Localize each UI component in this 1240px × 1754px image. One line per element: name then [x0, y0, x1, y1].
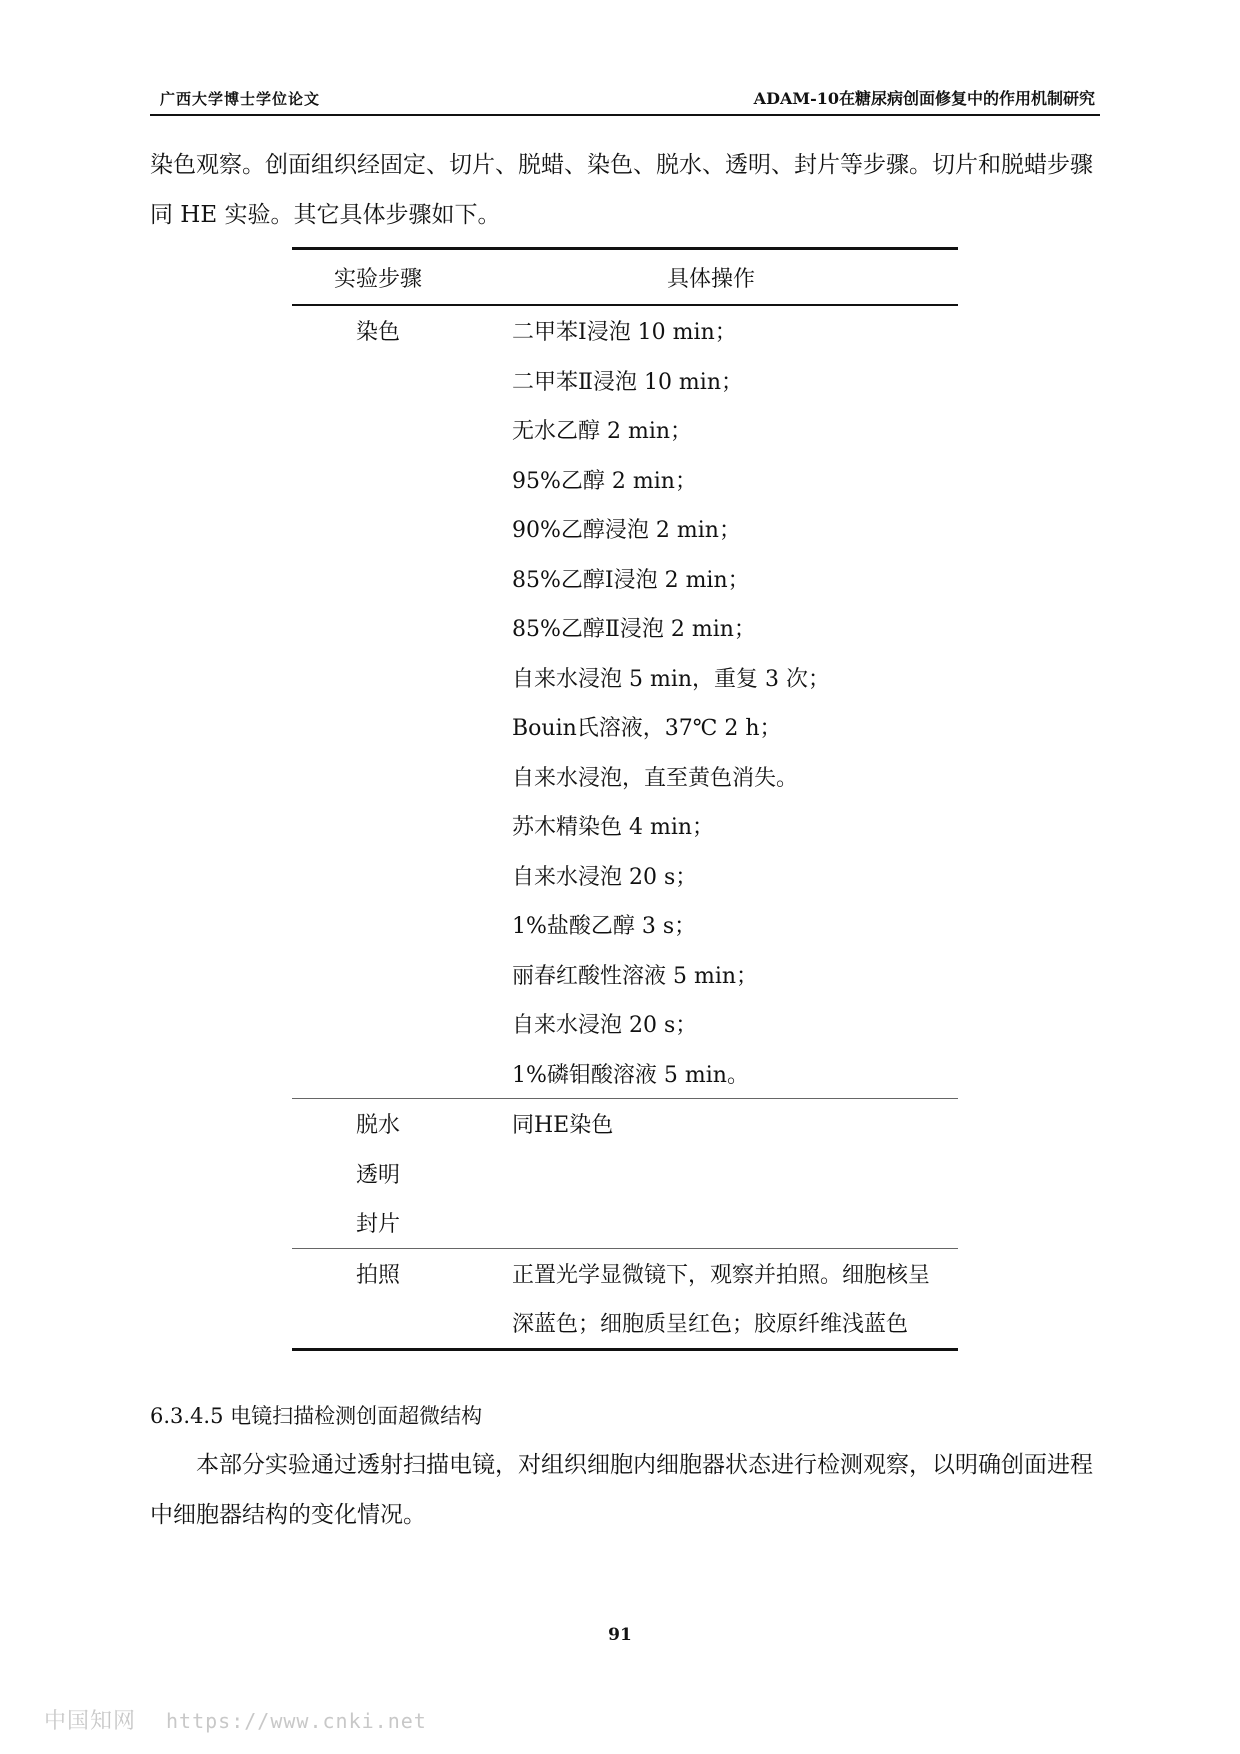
table-row [292, 305, 958, 356]
operation-cell: 二甲苯Ⅰ浸泡 10 min； [512, 320, 737, 346]
header-rule [150, 114, 1100, 116]
operation-cell: 正置光学显微镜下，观察并拍照。细胞核呈 [464, 1248, 958, 1298]
step-cell [292, 603, 464, 653]
column-header-step: 实验步骤 [292, 249, 464, 306]
table-row [292, 1248, 958, 1298]
table-row [292, 504, 958, 554]
header-chapter-title: ADAM-10在糖尿病创面修复中的作用机制研究 [753, 89, 1095, 108]
step-cell: 透明 [355, 1162, 400, 1188]
step-cell [292, 851, 464, 901]
table-row [292, 702, 958, 752]
operation-cell: 苏木精染色 4 min； [512, 815, 715, 841]
table-row [292, 1298, 958, 1349]
operation-cell: 1%盐酸乙醇 3 s； [512, 914, 697, 940]
watermark-text: 中国知网 [44, 1709, 137, 1734]
table-row [292, 554, 958, 604]
step-cell [292, 1298, 464, 1349]
procedure-table [292, 247, 958, 1351]
operation-cell: 90%乙醇浸泡 2 min； [512, 518, 741, 544]
header-thesis-title: 广西大学博士学位论文 [160, 90, 321, 108]
table-row [292, 653, 958, 703]
table-row [292, 1099, 958, 1149]
table-row [292, 1149, 958, 1199]
step-cell [292, 900, 464, 950]
step-cell [292, 752, 464, 802]
table-row [292, 801, 958, 851]
step-cell [292, 1049, 464, 1099]
table-row [292, 356, 958, 406]
operation-cell: 自来水浸泡 20 s； [512, 1013, 698, 1039]
operation-cell: 自来水浸泡 5 min，重复 3 次； [512, 666, 831, 692]
step-cell [292, 405, 464, 455]
step-cell: 脱水 [292, 1099, 464, 1149]
step-cell [292, 554, 464, 604]
body-paragraph: 本部分实验通过透射扫描电镜，对组织细胞内细胞器状态进行检测观察，以明确创面进程中细胞器结构的变化情况。 [150, 1452, 1093, 1528]
step-cell: 封片 [355, 1212, 400, 1238]
step-cell [292, 455, 464, 505]
operation-cell [464, 1149, 958, 1199]
intro-paragraph: 染色观察。创面组织经固定、切片、脱蜡、染色、脱水、透明、封片等步骤。切片和脱蜡步骤同 HE 实验。其它具体步骤如下。 [150, 152, 1093, 228]
section-heading: 6.3.4.5 电镜扫描检测创面超微结构 [150, 1404, 483, 1428]
operation-cell: 深蓝色；细胞质呈红色；胶原纤维浅蓝色 [464, 1298, 958, 1349]
watermark [44, 1704, 427, 1735]
page-number: 91 [608, 1625, 632, 1645]
operation-cell: 自来水浸泡，直至黄色消失。 [512, 765, 799, 791]
operation-cell [464, 1198, 958, 1248]
table-row [292, 1049, 958, 1099]
operation-cell: 85%乙醇Ⅰ浸泡 2 min； [512, 567, 750, 593]
table-row [292, 851, 958, 901]
step-cell: 染色 [355, 320, 400, 346]
table-row [292, 999, 958, 1049]
watermark-url: https://www.cnki.net [166, 1709, 427, 1733]
step-cell [292, 950, 464, 1000]
operation-cell: 二甲苯Ⅱ浸泡 10 min； [512, 369, 744, 395]
operation-cell: Bouin氏溶液，37℃ 2 h； [512, 716, 782, 742]
table-row [292, 950, 958, 1000]
operation-cell: 同HE染色 [464, 1099, 958, 1149]
operation-cell: 1%磷钼酸溶液 5 min。 [512, 1062, 749, 1088]
table-row [292, 900, 958, 950]
table-row [292, 405, 958, 455]
step-cell [292, 801, 464, 851]
operation-cell: 95%乙醇 2 min； [512, 468, 697, 494]
table-row [292, 752, 958, 802]
table-row [292, 1198, 958, 1248]
table-row [292, 455, 958, 505]
column-header-operation: 具体操作 [464, 249, 958, 306]
table-row [292, 603, 958, 653]
operation-cell: 自来水浸泡 20 s； [512, 864, 698, 890]
table-header-row [292, 249, 958, 306]
step-cell [292, 653, 464, 703]
step-cell [292, 702, 464, 752]
step-cell [292, 999, 464, 1049]
operation-cell: 丽春红酸性溶液 5 min； [512, 963, 759, 989]
step-cell [292, 356, 464, 406]
operation-cell: 无水乙醇 2 min； [512, 419, 693, 445]
step-cell: 拍照 [292, 1248, 464, 1298]
step-cell [292, 504, 464, 554]
operation-cell: 85%乙醇Ⅱ浸泡 2 min； [512, 617, 756, 643]
